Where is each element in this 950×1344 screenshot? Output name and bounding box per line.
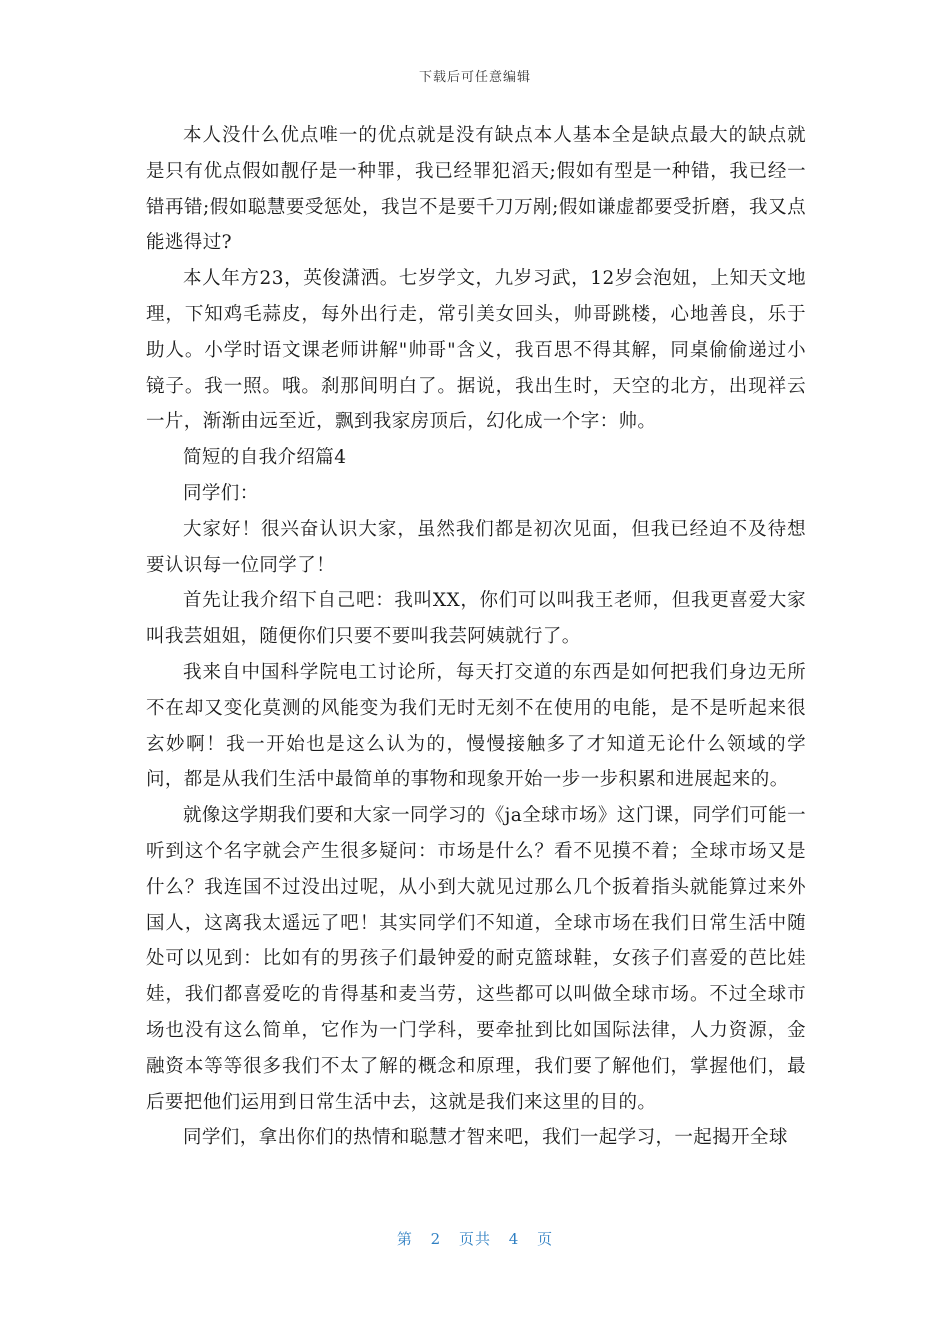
paragraph-institute: 我来自中国科学院电工讨论所，每天打交道的东西是如何把我们身边无所不在却又变化莫测的风能变为我们无时无刻不在使用的电能，是不是听起来很玄妙啊！我一开始也是这么认为的，慢慢接触多了才知道无论什么领域的学问，都是从我们生活中最简单的事物和现象开始一步一步积累和进展起来的。 — [146, 661, 806, 791]
paragraph-intro-humor: 本人没什么优点唯一的优点就是没有缺点本人基本全是缺点最大的缺点就是只有优点假如靓仔是一种罪，我已经罪犯滔天;假如有型是一种错，我已经一错再错;假如聪慧要受惩处，我岂不是要千刀万剐;假如谦虚都要受折磨，我又点能逃得过? — [146, 125, 806, 254]
footer-current-page: 2 — [430, 1230, 442, 1248]
footer-suffix: 页 — [537, 1230, 554, 1248]
footer-total-pages: 4 — [508, 1230, 520, 1248]
footer-middle: 页共 — [458, 1230, 491, 1248]
paragraph-age-description: 本人年方23，英俊潇洒。七岁学文，九岁习武，12岁会泡妞，上知天文地理，下知鸡毛蒜皮，每外出行走，常引美女回头，帅哥跳楼，心地善良，乐于助人。小学时语文课老师讲解"帅哥"含义，我百思不得其解，同桌偷偷递过小镜子。我一照。哦。刹那间明白了。据说，我出生时，天空的北方，出现祥云一片，渐渐由远至近，飘到我家房顶后，幻化成一个字：帅。 — [146, 268, 806, 433]
paragraph-closing: 同学们，拿出你们的热情和聪慧才智来吧，我们一起学习，一起揭开全球 — [183, 1127, 788, 1149]
document-body — [146, 118, 806, 1156]
page-header: 下载后可任意编辑 — [418, 70, 531, 85]
greeting-line: 同学们： — [183, 482, 259, 504]
footer-prefix: 第 — [396, 1230, 413, 1248]
paragraph-welcome: 大家好！很兴奋认识大家，虽然我们都是初次见面，但我已经迫不及待想要认识每一位同学了！ — [146, 518, 806, 576]
paragraph-course: 就像这学期我们要和大家一同学习的《ja全球市场》这门课，同学们可能一听到这个名字就会产生很多疑问：市场是什么？看不见摸不着；全球市场又是什么？我连国不过没出过呢，从小到大就见过那么几个扳着指头就能算过来外国人，这离我太遥远了吧！其实同学们不知道，全球市场在我们日常生活中随处可以见到：比如有的男孩子们最钟爱的耐克篮球鞋，女孩子们喜爱的芭比娃娃，我们都喜爱吃的肯得基和麦当劳，这些都可以叫做全球市场。不过全球市场也没有这么简单，它作为一门学科，要牵扯到比如国际法律，人力资源，金融资本等等很多我们不太了解的概念和原理，我们要了解他们，掌握他们，最后要把他们运用到日常生活中去，这就是我们来这里的目的。 — [146, 805, 806, 1113]
section-heading: 简短的自我介绍篇4 — [183, 447, 347, 469]
page-footer — [0, 1228, 950, 1249]
paragraph-self-intro: 首先让我介绍下自己吧：我叫XX，你们可以叫我王老师，但我更喜爱大家叫我芸姐姐，随便你们只要不要叫我芸阿姨就行了。 — [146, 590, 806, 648]
